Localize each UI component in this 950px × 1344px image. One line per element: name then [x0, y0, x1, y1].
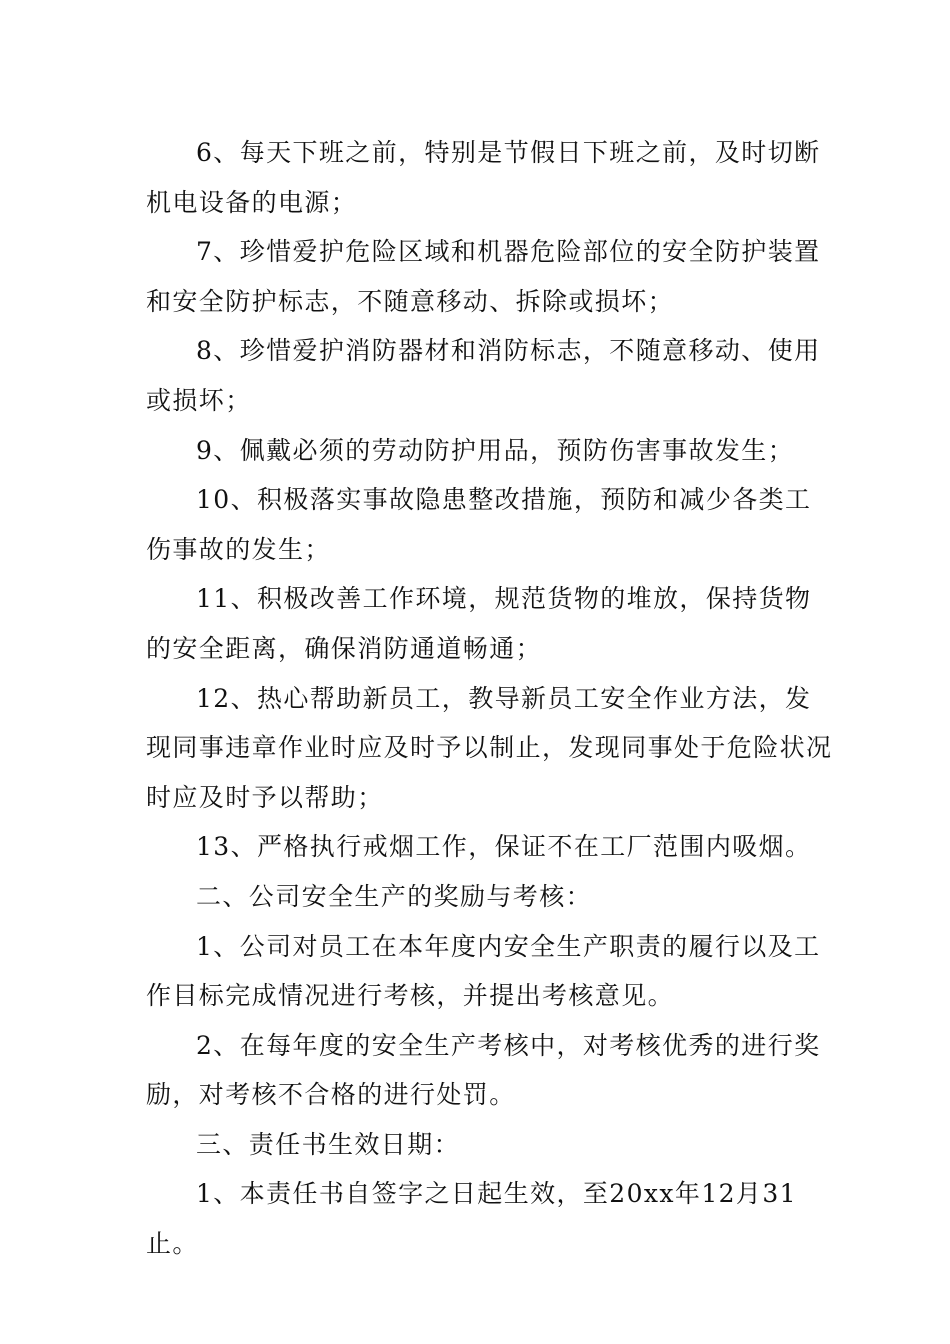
paragraph-item-7: 7、珍惜爱护危险区域和机器危险部位的安全防护装置和安全防护标志，不随意移动、拆除或损坏；: [146, 237, 821, 316]
paragraph-item-6: 6、每天下班之前，特别是节假日下班之前，及时切断机电设备的电源；: [146, 138, 821, 217]
paragraph-rewards-1: 1、公司对员工在本年度内安全生产职责的履行以及工作目标完成情况进行考核，并提出考核意见。: [146, 931, 821, 1011]
paragraph-effective-date-1: 1、本责任书自签字之日起生效，至20xx年12月31止。: [146, 1179, 797, 1259]
paragraph-item-13: 13、严格执行戒烟工作，保证不在工厂范围内吸烟。: [196, 832, 812, 862]
section-heading-rewards: 二、公司安全生产的奖励与考核：: [196, 881, 593, 911]
paragraph-item-11: 11、积极改善工作环境，规范货物的堆放，保持货物的安全距离，确保消防通道畅通；: [146, 584, 812, 663]
document-body: [146, 128, 836, 1269]
paragraph-item-9: 9、佩戴必须的劳动防护用品，预防伤害事故发生；: [196, 435, 795, 465]
paragraph-item-12: 12、热心帮助新员工，教导新员工安全作业方法，发现同事违章作业时应及时予以制止，发现同事处于危险状况时应及时予以帮助；: [146, 683, 833, 812]
section-heading-effective-date: 三、责任书生效日期：: [196, 1129, 461, 1159]
paragraph-item-10: 10、积极落实事故隐患整改措施，预防和减少各类工伤事故的发生；: [146, 485, 812, 564]
paragraph-rewards-2: 2、在每年度的安全生产考核中，对考核优秀的进行奖励，对考核不合格的进行处罚。: [146, 1030, 821, 1110]
paragraph-item-8: 8、珍惜爱护消防器材和消防标志，不随意移动、使用或损坏；: [146, 336, 821, 415]
